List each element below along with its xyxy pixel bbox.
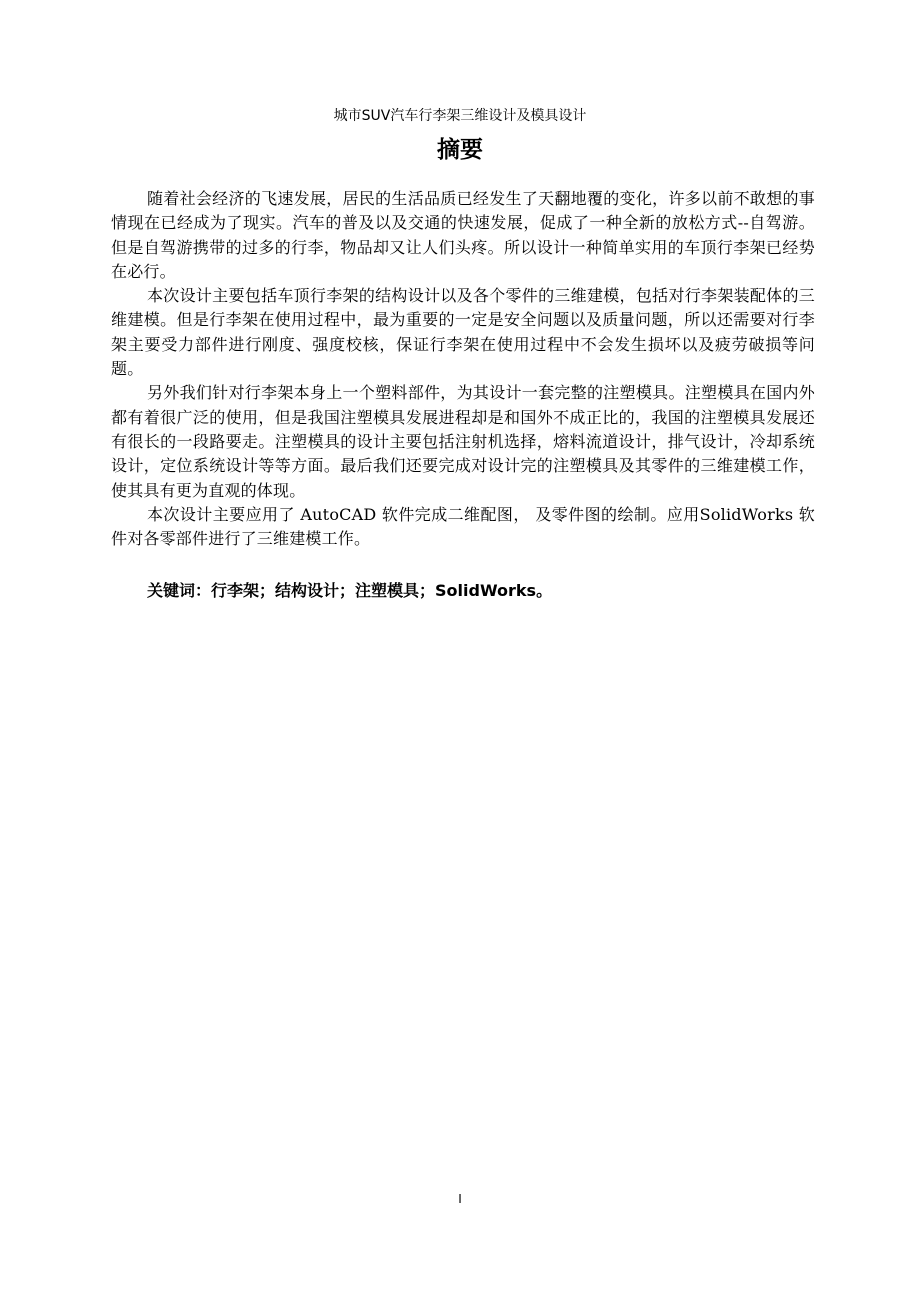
abstract-body [111, 187, 815, 551]
abstract-paragraph-1: 随着社会经济的飞速发展，居民的生活品质已经发生了天翻地覆的变化，许多以前不敢想的事情现在已经成为了现实。汽车的普及以及交通的快速发展，促成了一种全新的放松方式--自驾游。但是自驾游携带的过多的行李，物品却又让人们头疼。所以设计一种简单实用的车顶行李架已经势在必行。 [111, 189, 815, 281]
abstract-title: 摘要 [437, 137, 483, 163]
running-header: 城市SUV汽车行李架三维设计及模具设计 [333, 108, 587, 124]
abstract-paragraph-2: 本次设计主要包括车顶行李架的结构设计以及各个零件的三维建模，包括对行李架装配体的三维建模。但是行李架在使用过程中，最为重要的一定是安全问题以及质量问题，所以还需要对行李架主要受力部件进行刚度、强度校核，保证行李架在使用过程中不会发生损坏以及疲劳破损等问题。 [111, 286, 815, 379]
keywords-line: 关键词：行李架；结构设计；注塑模具；SolidWorks。 [147, 581, 553, 600]
abstract-paragraph-3: 另外我们针对行李架本身上一个塑料部件，为其设计一套完整的注塑模具。注塑模具在国内外都有着很广泛的使用，但是我国注塑模具发展进程却是和国外不成正比的，我国的注塑模具发展还有很长的一段路要走。注塑模具的设计主要包括注射机选择，熔料流道设计，排气设计，冷却系统设计，定位系统设计等等方面。最后我们还要完成对设计完的注塑模具及其零件的三维建模工作，使其具有更为直观的体现。 [111, 383, 815, 500]
abstract-paragraph-4: 本次设计主要应用了 AutoCAD 软件完成二维配图， 及零件图的绘制。应用SolidWorks 软件对各零部件进行了三维建模工作。 [111, 504, 815, 549]
page-number: I [458, 1192, 462, 1206]
